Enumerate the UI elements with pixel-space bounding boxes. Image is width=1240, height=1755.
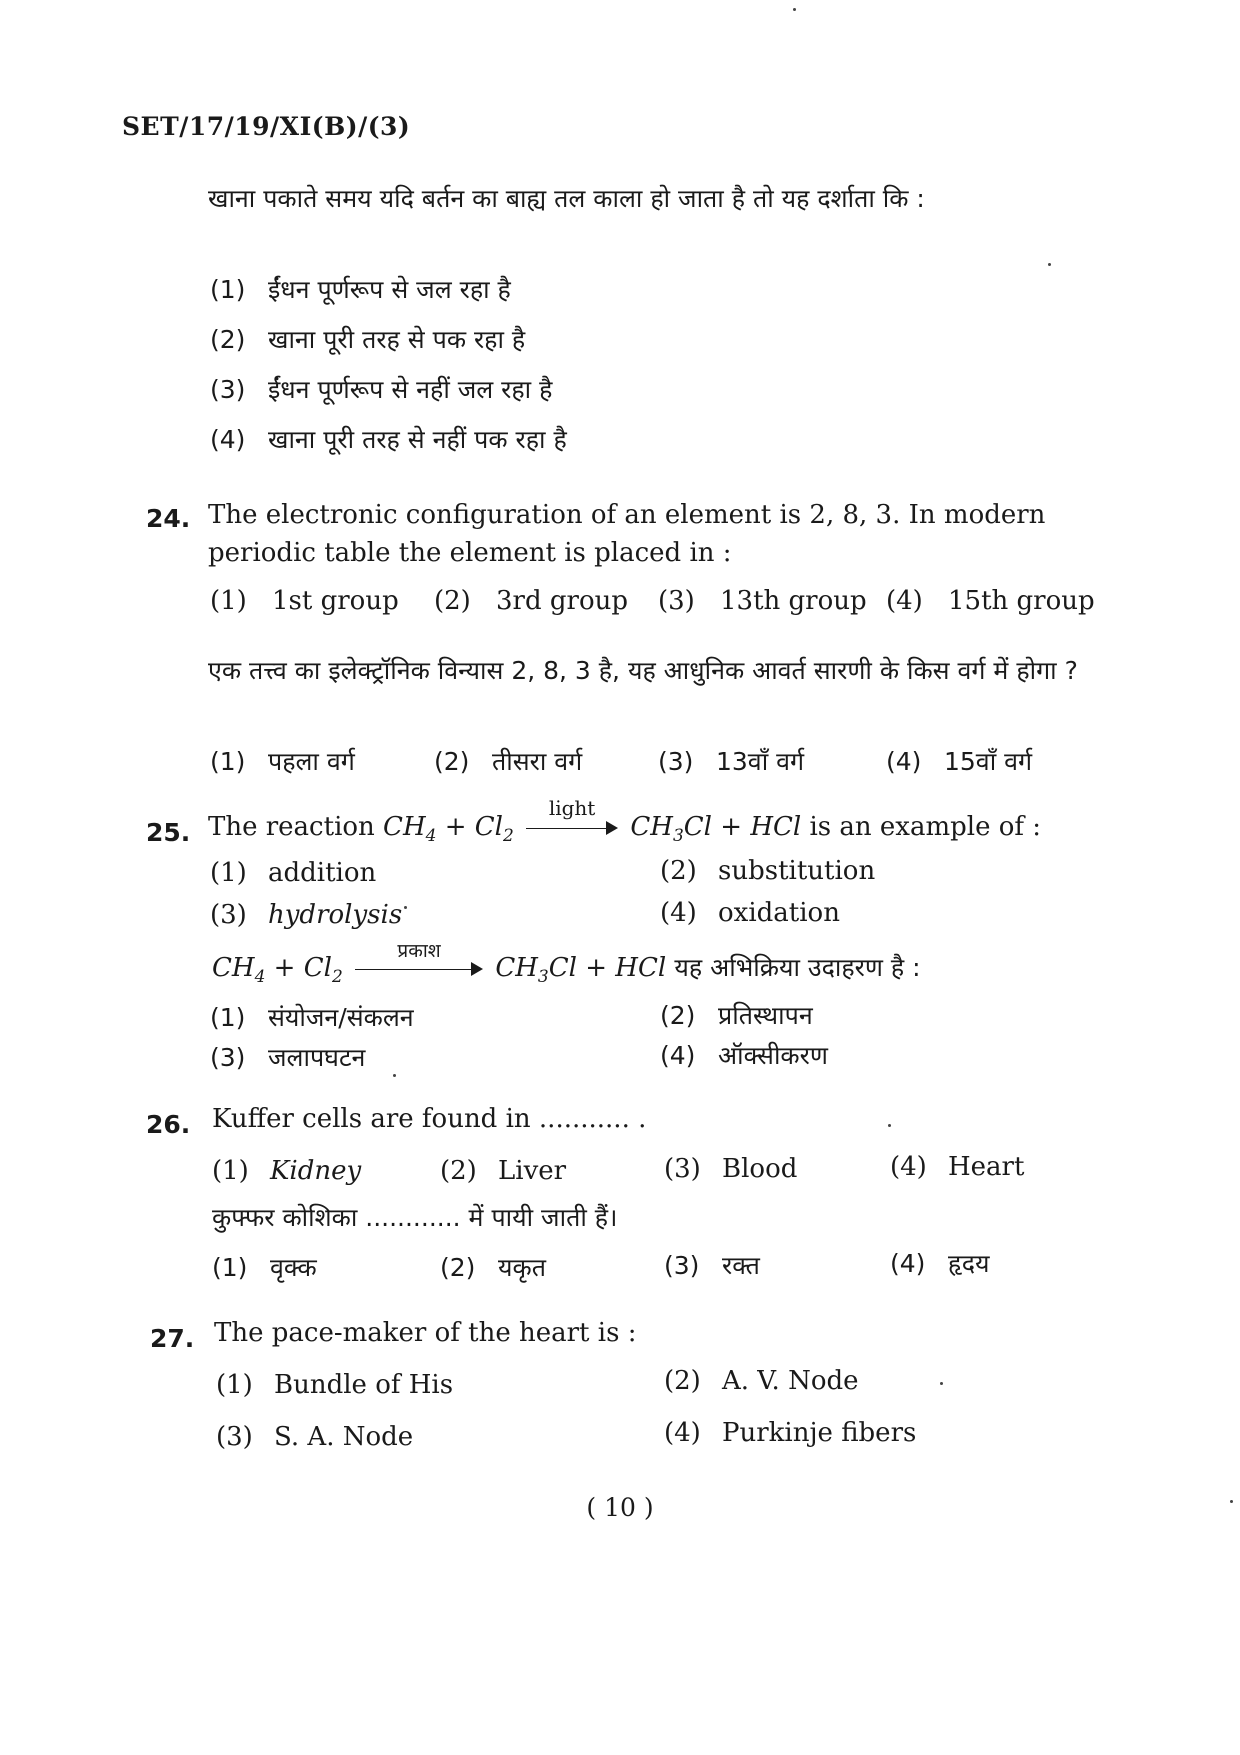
option-number: (3) [664, 1251, 700, 1280]
scan-speck [940, 1382, 943, 1385]
q24-hindi-option-4 [886, 744, 1032, 778]
q25-hindi-option-1 [210, 1000, 414, 1034]
product-hcl: HCl [750, 812, 802, 842]
scan-speck [793, 8, 796, 11]
option-number: (4) [890, 1249, 926, 1278]
q25-reaction-line [208, 796, 1042, 846]
q26-hindi-question: कुफ्फर कोशिका ............ में पायी जाती हैं। [212, 1203, 618, 1232]
option-number: (1) [216, 1370, 253, 1400]
reaction-arrow [355, 940, 483, 979]
option-number: (2) [660, 1001, 696, 1030]
scan-speck [1048, 263, 1051, 266]
option-number: (1) [210, 747, 246, 776]
q27-question: The pace-maker of the heart is : [214, 1318, 637, 1348]
option-number: (4) [210, 425, 246, 454]
option-text: 13th group [720, 586, 867, 616]
reactant-ch4: $CH_4$ [212, 953, 266, 987]
q25-hindi-reaction-line [212, 940, 921, 987]
reactant-cl2: $Cl_2$ [474, 812, 514, 846]
plus-sign: + [273, 953, 296, 983]
q24-hindi-option-2 [434, 744, 582, 778]
q26-hindi-option-4 [890, 1246, 990, 1280]
q26-option-4 [890, 1152, 1024, 1182]
q26-hindi-option-1 [212, 1250, 317, 1284]
q24-option-3 [658, 586, 867, 616]
scan-speck [404, 906, 407, 909]
option-text: A. V. Node [722, 1366, 859, 1396]
q26-option-3 [664, 1154, 797, 1184]
q25-option-4 [660, 898, 840, 928]
q26-hindi-option-2 [440, 1250, 546, 1284]
reaction-arrow [526, 796, 618, 838]
option-text: तीसरा वर्ग [492, 747, 583, 776]
option-text: ऑक्सीकरण [718, 1041, 828, 1070]
option-text: 3rd group [496, 586, 628, 616]
q24-option-2 [434, 586, 628, 616]
scan-speck [1230, 1500, 1233, 1503]
option-number: (4) [664, 1418, 701, 1448]
q27-option-1 [216, 1370, 453, 1400]
option-number: (4) [890, 1152, 927, 1182]
option-number: (1) [210, 275, 246, 304]
option-number: (4) [886, 586, 923, 616]
reactant-ch4: $CH_4$ [383, 812, 437, 846]
option-text: Kidney [270, 1156, 362, 1186]
option-text: ईंधन पूर्णरूप से नहीं जल रहा है [268, 375, 553, 404]
arrow-label: light [548, 796, 596, 820]
q26-option-2 [440, 1156, 566, 1186]
option-number: (3) [216, 1422, 253, 1452]
option-number: (2) [434, 586, 471, 616]
plus-sign: + [585, 953, 607, 983]
q24-number: 24. [146, 504, 191, 533]
q25-option-3 [210, 900, 402, 930]
option-number: (1) [210, 1003, 246, 1032]
option-number: (1) [212, 1253, 248, 1282]
option-text: Liver [498, 1156, 567, 1186]
option-number: (1) [210, 586, 247, 616]
option-text: यकृत [498, 1253, 546, 1282]
option-text: वृक्क [270, 1253, 317, 1282]
option-text: ईंधन पूर्णरूप से जल रहा है [268, 275, 511, 304]
q27-option-4 [664, 1418, 916, 1448]
q27-option-3 [216, 1422, 413, 1452]
q23-hindi-option-3 [210, 372, 552, 406]
q23-hindi-option-4 [210, 422, 567, 456]
option-text: Bundle of His [274, 1370, 454, 1400]
q26-question: Kuffer cells are found in ........... . [212, 1104, 647, 1134]
option-number: (3) [658, 586, 695, 616]
option-text: 13वाँ वर्ग [716, 747, 805, 776]
option-text: 15वाँ वर्ग [944, 747, 1033, 776]
scan-speck [888, 1124, 891, 1127]
q27-number: 27. [150, 1324, 195, 1353]
option-number: (2) [440, 1156, 477, 1186]
option-number: (2) [440, 1253, 476, 1282]
product-hcl: HCl [615, 953, 667, 983]
option-number: (2) [660, 856, 697, 886]
q25-suffix: is an example of : [809, 812, 1042, 842]
q27-option-2 [664, 1366, 859, 1396]
option-text: 1st group [272, 586, 399, 616]
q24-option-4 [886, 586, 1095, 616]
option-number: (3) [664, 1154, 701, 1184]
option-text: खाना पूरी तरह से नहीं पक रहा है [268, 425, 567, 454]
q26-number: 26. [146, 1110, 191, 1139]
option-text: Heart [948, 1152, 1025, 1182]
q25-hindi-option-4 [660, 1038, 828, 1072]
q25-number: 25. [146, 818, 191, 847]
scan-speck [393, 1074, 396, 1077]
plus-sign: + [720, 812, 743, 842]
option-number: (3) [210, 900, 247, 930]
option-text: पहला वर्ग [268, 747, 355, 776]
option-text: 15th group [948, 586, 1095, 616]
page-number: ( 10 ) [586, 1493, 654, 1522]
option-text: जलापघटन [268, 1043, 366, 1072]
option-text: संयोजन/संकलन [268, 1003, 414, 1032]
product-ch3cl: $CH_3Cl$ [630, 812, 712, 846]
q25-hindi-option-3 [210, 1040, 365, 1074]
option-number: (1) [212, 1156, 249, 1186]
q25-option-1 [210, 858, 376, 888]
option-text: oxidation [718, 898, 840, 928]
option-text: प्रतिस्थापन [718, 1001, 813, 1030]
option-text: खाना पूरी तरह से पक रहा है [268, 325, 526, 354]
option-text: हृदय [948, 1249, 990, 1278]
option-number: (4) [660, 898, 697, 928]
q23-hindi-question: खाना पकाते समय यदि बर्तन का बाह्य तल काला हो जाता है तो यह दर्शाता कि : [208, 184, 925, 213]
plus-sign: + [444, 812, 467, 842]
option-text: S. A. Node [274, 1422, 414, 1452]
q24-hindi-option-1 [210, 744, 355, 778]
option-number: (2) [210, 325, 246, 354]
q25-hindi-option-2 [660, 998, 813, 1032]
reactant-cl2: $Cl_2$ [303, 953, 343, 987]
option-text: Blood [722, 1154, 798, 1184]
q25-hindi-suffix: यह अभिक्रिया उदाहरण है : [674, 953, 921, 982]
q24-option-1 [210, 586, 399, 616]
option-number: (4) [886, 747, 922, 776]
set-code-header: SET/17/19/XI(B)/(3) [122, 112, 411, 141]
q26-hindi-option-3 [664, 1248, 760, 1282]
option-number: (2) [434, 747, 470, 776]
option-number: (2) [664, 1366, 701, 1396]
option-text: रक्त [722, 1251, 760, 1280]
option-text: addition [268, 858, 377, 888]
option-text: hydrolysis [268, 900, 403, 930]
q23-hindi-option-1 [210, 272, 511, 306]
arrow-label: प्रकाश [397, 940, 441, 962]
option-text: Purkinje fibers [722, 1418, 917, 1448]
q24-hindi-option-3 [658, 744, 804, 778]
option-number: (3) [658, 747, 694, 776]
option-number: (3) [210, 1043, 246, 1072]
option-text: substitution [718, 856, 876, 886]
q23-hindi-option-2 [210, 322, 525, 356]
q26-option-1 [212, 1156, 361, 1186]
q25-prefix: The reaction [208, 812, 375, 842]
option-number: (4) [660, 1041, 696, 1070]
option-number: (1) [210, 858, 247, 888]
option-number: (3) [210, 375, 246, 404]
q24-question: The electronic configuration of an element is 2, 8, 3. In modern periodic table the element is placed in : [208, 500, 1046, 568]
q25-option-2 [660, 856, 875, 886]
q24-hindi-question: एक तत्त्व का इलेक्ट्रॉनिक विन्यास 2, 8, 3 है, यह आधुनिक आवर्त सारणी के किस वर्ग में होगा ? [208, 656, 1078, 685]
product-ch3cl: $CH_3Cl$ [495, 953, 577, 987]
